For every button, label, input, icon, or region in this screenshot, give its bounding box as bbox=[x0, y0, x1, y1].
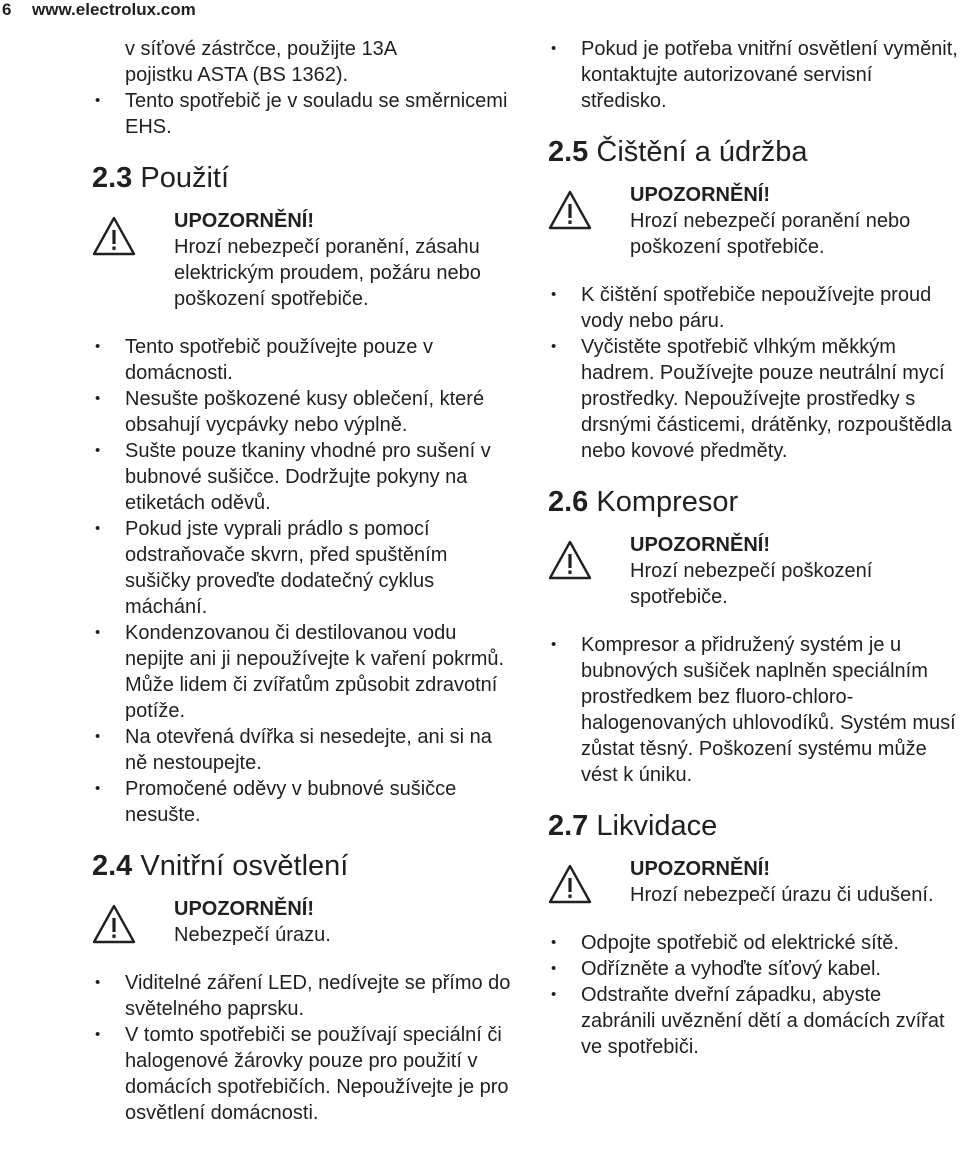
section-title: Použití bbox=[140, 162, 230, 194]
warning-text: Nebezpečí úrazu. bbox=[174, 924, 331, 946]
left-column bbox=[92, 36, 512, 1126]
site-url[interactable]: www.electrolux.com bbox=[32, 0, 196, 19]
list-item: • Promočené oděvy v bubnové sušičce nesušte. bbox=[92, 776, 512, 828]
bullet-list bbox=[548, 36, 960, 114]
warning-title: UPOZORNĚNÍ! bbox=[630, 184, 770, 206]
list-item: • V tomto spotřebiči se používají speciální či halogenové žárovky pouze pro použití v domácích spotřebičích. Nepoužívejte je pro osvětlení domácnosti. bbox=[92, 1022, 512, 1126]
section-number: 2.6 bbox=[548, 486, 589, 518]
lead-line: v síťové zástrčce, použijte 13A bbox=[125, 38, 398, 60]
warning-box bbox=[92, 208, 512, 312]
list-item: • Tento spotřebič používejte pouze v domácnosti. bbox=[92, 334, 512, 386]
bullet-list bbox=[548, 930, 960, 1060]
list-item: • Pokud jste vyprali prádlo s pomocí odstraňovače skvrn, před spuštěním sušičky proveďte dodatečný cyklus máchání. bbox=[92, 516, 512, 620]
section-number: 2.3 bbox=[92, 162, 133, 194]
warning-triangle-icon bbox=[92, 904, 136, 944]
section-heading-2-3 bbox=[92, 160, 512, 196]
list-item: • Odřízněte a vyhoďte síťový kabel. bbox=[548, 956, 960, 982]
section-heading-2-5 bbox=[548, 134, 960, 170]
warning-triangle-icon bbox=[92, 216, 136, 256]
warning-triangle-icon bbox=[548, 190, 592, 230]
list-item: • K čištění spotřebiče nepoužívejte proud vody nebo páru. bbox=[548, 282, 960, 334]
warning-title: UPOZORNĚNÍ! bbox=[630, 534, 770, 556]
warning-title: UPOZORNĚNÍ! bbox=[174, 898, 314, 920]
section-heading-2-7 bbox=[548, 808, 960, 844]
section-title: Kompresor bbox=[596, 486, 739, 518]
warning-box bbox=[548, 532, 960, 610]
warning-text: Hrozí nebezpečí úrazu či udušení. bbox=[630, 884, 934, 906]
warning-text: Hrozí nebezpečí poškození spotřebiče. bbox=[630, 560, 873, 608]
right-column bbox=[548, 36, 960, 1060]
lead-line: pojistku ASTA (BS 1362). bbox=[125, 64, 349, 86]
list-item: • Pokud je potřeba vnitřní osvětlení vyměnit, kontaktujte autorizované servisní středisko. bbox=[548, 36, 960, 114]
warning-triangle-icon bbox=[548, 864, 592, 904]
bullet-list bbox=[548, 282, 960, 464]
warning-box bbox=[548, 856, 960, 908]
warning-box bbox=[548, 182, 960, 260]
warning-text: Hrozí nebezpečí poranění nebo poškození spotřebiče. bbox=[630, 210, 911, 258]
section-number: 2.7 bbox=[548, 810, 589, 842]
bullet-list bbox=[92, 88, 512, 140]
section-heading-2-4 bbox=[92, 848, 512, 884]
section-heading-2-6 bbox=[548, 484, 960, 520]
list-item: • Tento spotřebič je v souladu se směrnicemi EHS. bbox=[92, 88, 512, 140]
warning-triangle-icon bbox=[548, 540, 592, 580]
section-number: 2.5 bbox=[548, 136, 589, 168]
list-item: • Nesušte poškozené kusy oblečení, které obsahují vycpávky nebo výplně. bbox=[92, 386, 512, 438]
list-item: • Kondenzovanou či destilovanou vodu nepijte ani ji nepoužívejte k vaření pokrmů. Může lidem či zvířatům způsobit zdravotní potíže. bbox=[92, 620, 512, 724]
bullet-list bbox=[548, 632, 960, 788]
warning-box bbox=[92, 896, 512, 948]
page-number: 6 bbox=[2, 0, 12, 19]
list-item: • Odpojte spotřebič od elektrické sítě. bbox=[548, 930, 960, 956]
warning-text: Hrozí nebezpečí poranění, zásahu elektrickým proudem, požáru nebo poškození spotřebiče. bbox=[174, 236, 481, 310]
list-item: • Sušte pouze tkaniny vhodné pro sušení v bubnové sušičce. Dodržujte pokyny na etiketách oděvů. bbox=[92, 438, 512, 516]
list-item: • Kompresor a přidružený systém je u bubnových sušiček naplněn speciálním prostředkem bez fluoro-chloro- halogenovaných uhlovodíků. Systém musí zůstat těsný. Poškození systému může vést k úniku. bbox=[548, 632, 960, 788]
list-item: • Viditelné záření LED, nedívejte se přímo do světelného paprsku. bbox=[92, 970, 512, 1022]
warning-title: UPOZORNĚNÍ! bbox=[630, 858, 770, 880]
page-header bbox=[0, 0, 960, 24]
bullet-list bbox=[92, 334, 512, 828]
section-number: 2.4 bbox=[92, 850, 133, 882]
list-item: • Vyčistěte spotřebič vlhkým měkkým hadrem. Používejte pouze neutrální mycí prostředky. Nepoužívejte prostředky s drsnými částicemi, drátěnky, rozpouštědla nebo kovové předměty. bbox=[548, 334, 960, 464]
list-item: • Odstraňte dveřní západku, abyste zabránili uvěznění dětí a domácích zvířat ve spotřebiči. bbox=[548, 982, 960, 1060]
section-title: Čištění a údržba bbox=[596, 136, 808, 168]
section-title: Vnitřní osvětlení bbox=[140, 850, 349, 882]
section-title: Likvidace bbox=[596, 810, 718, 842]
warning-title: UPOZORNĚNÍ! bbox=[174, 210, 314, 232]
bullet-list bbox=[92, 970, 512, 1126]
list-item: • Na otevřená dvířka si nesedejte, ani si na ně nestoupejte. bbox=[92, 724, 512, 776]
